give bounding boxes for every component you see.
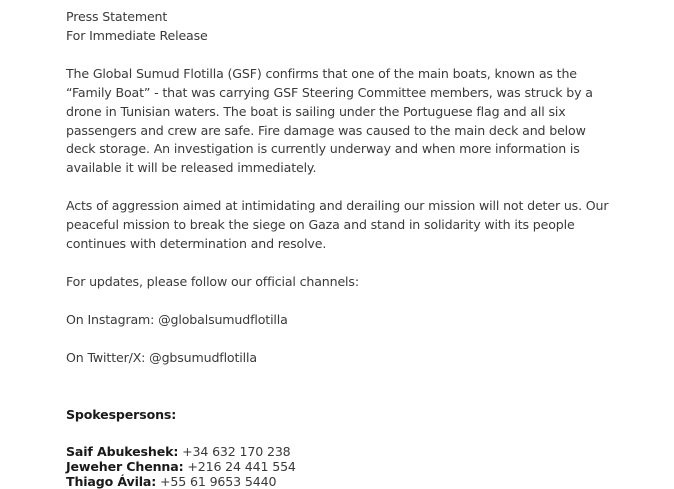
press-statement-document (66, 8, 636, 489)
contact-name: Jeweher Chenna: (66, 458, 184, 474)
text-line: The Global Sumud Flotilla (GSF) confirms that one of the main boats, known as the (66, 65, 577, 81)
spacer (66, 178, 636, 197)
contact-phone: +34 632 170 238 (182, 443, 291, 459)
text-line: Acts of aggression aimed at intimidating and derailing our mission will not deter us. Our (66, 198, 609, 214)
updates-intro: For updates, please follow our official channels: (66, 273, 359, 289)
spokespersons-list (66, 444, 636, 489)
contact-phone: +216 24 441 554 (187, 458, 296, 474)
paragraph-mission (66, 197, 636, 254)
twitter-handle: On Twitter/X: @gbsumudflotilla (66, 349, 257, 365)
text-line: drone in Tunisian waters. The boat is sailing under the Portuguese flag and all six (66, 103, 566, 119)
contact-phone: +55 61 9653 5440 (160, 473, 277, 489)
spacer (66, 292, 636, 311)
press-statement-label: Press Statement (66, 9, 168, 24)
text-line: continues with determination and resolve. (66, 236, 327, 252)
contact-row (66, 474, 636, 489)
spacer (66, 330, 636, 349)
immediate-release-label: For Immediate Release (66, 27, 208, 43)
spacer (66, 368, 636, 406)
text-line: “Family Boat” - that was carrying GSF Steering Committee members, was struck by a (66, 84, 593, 100)
spokespersons-heading: Spokespersons: (66, 406, 177, 422)
contact-row (66, 459, 636, 474)
contact-name: Saif Abukeshek: (66, 443, 179, 459)
instagram-handle: On Instagram: @globalsumudflotilla (66, 311, 288, 327)
spacer (66, 46, 636, 65)
spacer (66, 254, 636, 273)
contact-name: Thiago Ávila: (66, 473, 157, 489)
text-line: peaceful mission to break the siege on Gaza and stand in solidarity with its people (66, 217, 575, 233)
text-line: deck storage. An investigation is currently underway and when more information is (66, 141, 580, 157)
text-line: passengers and crew are safe. Fire damage was caused to the main deck and below (66, 122, 586, 138)
contact-row (66, 444, 636, 459)
text-line: available it will be released immediately. (66, 160, 317, 176)
paragraph-incident (66, 65, 636, 178)
spacer (66, 425, 636, 444)
